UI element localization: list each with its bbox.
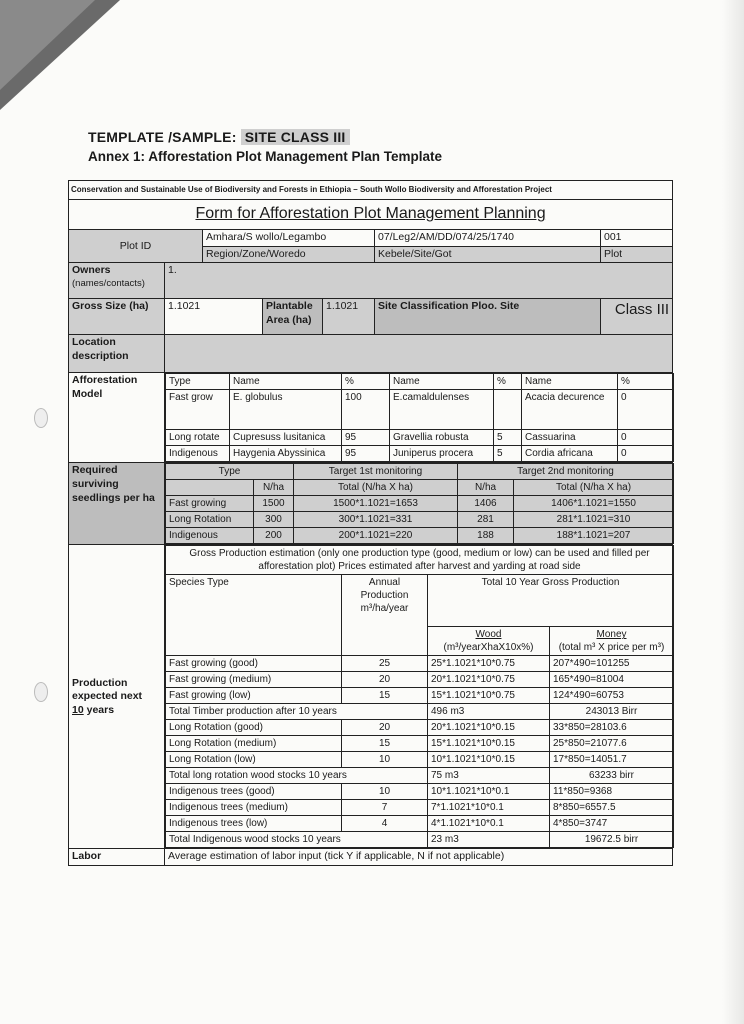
production-cell: 20 [342, 720, 428, 736]
seedlings-cell: 281*1.1021=310 [514, 512, 674, 528]
production-cell: 15 [342, 688, 428, 704]
production-label-line2: expected next [72, 690, 143, 703]
production-cell: 10*1.1021*10*0.1 [428, 784, 550, 800]
production-cell: 15*1.1021*10*0.15 [428, 736, 550, 752]
production-cell: Long Rotation (medium) [166, 736, 342, 752]
total-indigenous-wood: 23 m3 [428, 832, 550, 848]
seedlings-type-header: Type [166, 464, 294, 480]
production-cell: 20 [342, 672, 428, 688]
location-value [165, 335, 673, 373]
production-cell: 15 [342, 736, 428, 752]
annual-production-header: Annual Production m³/ha/year [342, 575, 428, 656]
template-heading [88, 129, 350, 145]
total-long-money: 63233 birr [550, 768, 674, 784]
production-cell: 25*1.1021*10*0.75 [428, 656, 550, 672]
wood-header-unit: (m³/yearXhaX10x%) [443, 642, 534, 654]
production-intro: Gross Production estimation (only one production type (good, medium or low) can be used and filled per afforestation plot) Prices estimated after harvest and yarding at road side [166, 546, 674, 575]
total-production-header: Total 10 Year Gross Production [428, 575, 674, 627]
money-header-title: Money [596, 629, 627, 641]
production-label-line3 [72, 704, 161, 718]
model-cell: 100 [342, 390, 390, 430]
model-cell: Cordia africana [522, 446, 618, 462]
folded-corner-inner [0, 0, 95, 90]
production-cell: Long Rotation (good) [166, 720, 342, 736]
seedlings-cell: Fast growing [166, 496, 254, 512]
model-header: Name [522, 374, 618, 390]
model-cell: 95 [342, 430, 390, 446]
wood-header [428, 627, 550, 656]
total-header-2: Total (N/ha X ha) [514, 480, 674, 496]
plot-number-value: 001 [601, 230, 673, 247]
seedlings-cell: 188 [458, 528, 514, 544]
plantable-area-label: Plantable Area (ha) [263, 299, 323, 335]
owners-value: 1. [165, 263, 673, 299]
second-monitoring-header: Target 2nd monitoring [458, 464, 674, 480]
kebele-label: Kebele/Site/Got [375, 246, 601, 263]
seedlings-cell: 188*1.1021=207 [514, 528, 674, 544]
owners-label [69, 263, 165, 299]
seedlings-cell: 200 [254, 528, 294, 544]
seedlings-cell: Indigenous [166, 528, 254, 544]
site-class-highlight: SITE CLASS III [241, 129, 350, 145]
seedlings-cell: 200*1.1021=220 [294, 528, 458, 544]
production-cell: Fast growing (low) [166, 688, 342, 704]
model-cell: 5 [494, 446, 522, 462]
labor-text: Average estimation of labor input (tick Y if applicable, N if not applicable) [165, 849, 673, 866]
model-cell: 0 [618, 446, 674, 462]
model-header: % [494, 374, 522, 390]
model-cell: Gravellia robusta [390, 430, 494, 446]
total-indigenous-money: 19672.5 birr [550, 832, 674, 848]
production-cell: 20*1.1021*10*0.75 [428, 672, 550, 688]
management-plan-form [68, 180, 673, 866]
production-cell: 20*1.1021*10*0.15 [428, 720, 550, 736]
seedlings-cell: 300*1.1021=331 [294, 512, 458, 528]
production-cell: 10*1.1021*10*0.15 [428, 752, 550, 768]
model-cell [494, 390, 522, 430]
plot-id-label: Plot ID [69, 230, 203, 263]
production-cell: 7*1.1021*10*0.1 [428, 800, 550, 816]
project-banner: Conservation and Sustainable Use of Biodiversity and Forests in Ethiopia – South Wollo Biodiversity and Afforestation Project [69, 181, 673, 200]
production-cell: 4*850=3747 [550, 816, 674, 832]
model-header: % [618, 374, 674, 390]
production-cell: 10 [342, 784, 428, 800]
model-header: Type [166, 374, 230, 390]
model-cell: Fast grow [166, 390, 230, 430]
production-cell: Indigenous trees (good) [166, 784, 342, 800]
model-cell: 0 [618, 390, 674, 430]
seedlings-blank-header [166, 480, 254, 496]
production-cell: 15*1.1021*10*0.75 [428, 688, 550, 704]
total-timber-money: 243013 Birr [550, 704, 674, 720]
species-type-header: Species Type [166, 575, 342, 656]
production-cell: 11*850=9368 [550, 784, 674, 800]
model-header: Name [230, 374, 342, 390]
plantable-area-value: 1.1021 [323, 299, 375, 335]
production-cell: Indigenous trees (medium) [166, 800, 342, 816]
seedlings-table [165, 463, 674, 544]
seedlings-cell: 1406*1.1021=1550 [514, 496, 674, 512]
gross-size-label: Gross Size (ha) [69, 299, 165, 335]
money-header [550, 627, 674, 656]
production-cell: Fast growing (good) [166, 656, 342, 672]
model-cell: 95 [342, 446, 390, 462]
total-indigenous-label: Total Indigenous wood stocks 10 years [166, 832, 428, 848]
owners-sublabel: (names/contacts) [72, 278, 145, 290]
money-header-unit: (total m³ X price per m³) [558, 642, 665, 654]
total-timber-wood: 496 m3 [428, 704, 550, 720]
production-cell: 124*490=60753 [550, 688, 674, 704]
production-years-number: 10 [72, 703, 84, 716]
production-cell: 17*850=14051.7 [550, 752, 674, 768]
seedlings-cell: 1500 [254, 496, 294, 512]
site-class-value: Class III [601, 299, 673, 335]
first-monitoring-header: Target 1st monitoring [294, 464, 458, 480]
template-prefix: TEMPLATE /SAMPLE: [88, 129, 237, 145]
wood-header-title: Wood [475, 629, 502, 641]
afforestation-model-table [165, 373, 674, 462]
seedlings-cell: 281 [458, 512, 514, 528]
punch-hole-bottom [34, 682, 48, 702]
seedlings-cell: 1406 [458, 496, 514, 512]
production-table [165, 545, 674, 848]
seedlings-cell: 300 [254, 512, 294, 528]
model-cell: Cassuarina [522, 430, 618, 446]
total-long-label: Total long rotation wood stocks 10 years [166, 768, 428, 784]
production-cell: 33*850=28103.6 [550, 720, 674, 736]
plot-number-label: Plot [601, 246, 673, 263]
production-cell: 165*490=81004 [550, 672, 674, 688]
production-years-text: years [83, 703, 115, 716]
page-edge [722, 0, 744, 1024]
form-title: Form for Afforestation Plot Management Planning [69, 200, 673, 230]
seedlings-label: Required surviving seedlings per ha [69, 463, 165, 545]
model-cell: Cupresuss lusitanica [230, 430, 342, 446]
gross-size-value: 1.1021 [165, 299, 263, 335]
model-cell: Indigenous [166, 446, 230, 462]
model-header: Name [390, 374, 494, 390]
owners-title: Owners [72, 264, 111, 277]
production-label [69, 545, 165, 849]
production-cell: 25*850=21077.6 [550, 736, 674, 752]
model-cell: 0 [618, 430, 674, 446]
model-cell: Haygenia Abyssinica [230, 446, 342, 462]
location-label: Location description [69, 335, 165, 373]
model-cell: Juniperus procera [390, 446, 494, 462]
annex-title: Annex 1: Afforestation Plot Management Plan Template [88, 149, 443, 164]
production-cell: 25 [342, 656, 428, 672]
nha-header-1: N/ha [254, 480, 294, 496]
production-cell: 7 [342, 800, 428, 816]
punch-hole-top [34, 408, 48, 428]
production-cell: Fast growing (medium) [166, 672, 342, 688]
production-cell: Long Rotation (low) [166, 752, 342, 768]
model-cell: Long rotate [166, 430, 230, 446]
afforestation-model-label: Afforestation Model [69, 373, 165, 463]
model-header: % [342, 374, 390, 390]
model-cell: Acacia decurence [522, 390, 618, 430]
production-cell: 8*850=6557.5 [550, 800, 674, 816]
production-label-line1: Production [72, 676, 128, 689]
total-timber-label: Total Timber production after 10 years [166, 704, 428, 720]
production-cell: 4 [342, 816, 428, 832]
seedlings-cell: 1500*1.1021=1653 [294, 496, 458, 512]
nha-header-2: N/ha [458, 480, 514, 496]
model-cell: E. globulus [230, 390, 342, 430]
labor-label: Labor [69, 849, 165, 866]
production-cell: 207*490=101255 [550, 656, 674, 672]
region-label: Region/Zone/Woredo [203, 246, 375, 263]
production-cell: 10 [342, 752, 428, 768]
model-cell: E.camaldulenses [390, 390, 494, 430]
production-cell: 4*1.1021*10*0.1 [428, 816, 550, 832]
region-value: Amhara/S wollo/Legambo [203, 230, 375, 247]
production-cell: Indigenous trees (low) [166, 816, 342, 832]
kebele-value: 07/Leg2/AM/DD/074/25/1740 [375, 230, 601, 247]
model-cell: 5 [494, 430, 522, 446]
site-classification-label: Site Classification Ploo. Site [375, 299, 601, 335]
total-long-wood: 75 m3 [428, 768, 550, 784]
seedlings-cell: Long Rotation [166, 512, 254, 528]
total-header-1: Total (N/ha X ha) [294, 480, 458, 496]
